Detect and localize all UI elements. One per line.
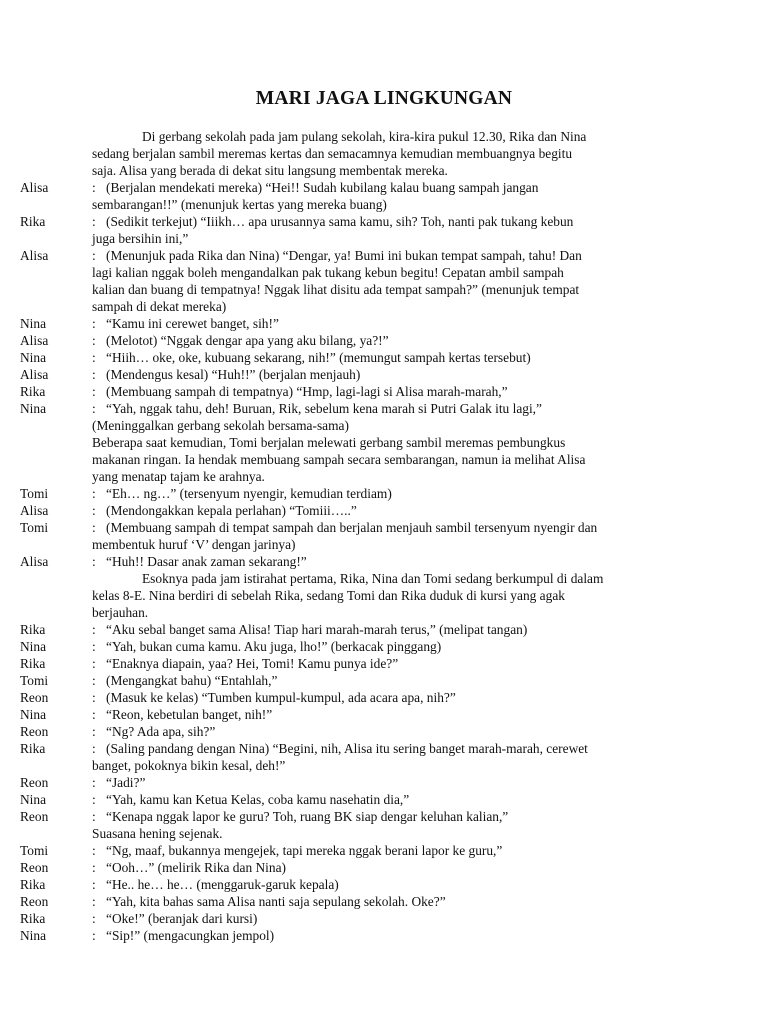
speaker-name: Rika — [20, 911, 46, 926]
speaker-name — [20, 536, 92, 553]
speaker-name: Nina — [20, 707, 47, 722]
dialogue-line — [20, 706, 680, 723]
speaker-name: Nina — [20, 350, 47, 365]
dialogue-line — [20, 553, 680, 570]
line-text: sembarangan!!” (menunjuk kertas yang mereka buang) — [92, 197, 387, 212]
line-text: “Hiih… oke, oke, kubuang sekarang, nih!” (memungut sampah kertas tersebut) — [106, 350, 531, 365]
colon-separator: : — [92, 639, 96, 654]
dialogue-line — [20, 366, 680, 383]
speaker-name: Tomi — [20, 673, 49, 688]
colon-separator: : — [92, 877, 96, 892]
speaker-name — [20, 145, 92, 162]
speaker-name: Rika — [20, 384, 46, 399]
line-text: “Yah, nggak tahu, deh! Buruan, Rik, sebelum kena marah si Putri Galak itu lagi,” — [106, 401, 542, 416]
narration-line — [20, 128, 680, 145]
line-text: (Masuk ke kelas) “Tumben kumpul-kumpul, ada acara apa, nih?” — [106, 690, 456, 705]
dialogue-line — [20, 774, 680, 791]
line-text: “Jadi?” — [106, 775, 146, 790]
line-text: “Huh!! Dasar anak zaman sekarang!” — [106, 554, 307, 569]
line-text: (Mengangkat bahu) “Entahlah,” — [106, 673, 278, 688]
line-text: Esoknya pada jam istirahat pertama, Rika, Nina dan Tomi sedang berkumpul di dalam — [142, 571, 604, 586]
dialogue-line — [20, 247, 680, 264]
colon-separator: : — [92, 316, 96, 331]
line-text: “Ng? Ada apa, sih?” — [106, 724, 216, 739]
line-text: kelas 8-E. Nina berdiri di sebelah Rika, sedang Tomi dan Rika duduk di kursi yang agak — [92, 588, 565, 603]
speaker-name: Rika — [20, 622, 46, 637]
line-text: banget, pokoknya bikin kesal, deh!” — [92, 758, 286, 773]
narration-line — [20, 468, 680, 485]
dialogue-line — [20, 621, 680, 638]
speaker-name: Reon — [20, 690, 49, 705]
speaker-name: Nina — [20, 792, 47, 807]
speaker-name — [20, 757, 92, 774]
speaker-name: Rika — [20, 741, 46, 756]
dialogue-line — [20, 315, 680, 332]
line-text: Di gerbang sekolah pada jam pulang sekolah, kira-kira pukul 12.30, Rika dan Nina — [142, 129, 587, 144]
line-text: (Berjalan mendekati mereka) “Hei!! Sudah kubilang kalau buang sampah jangan — [106, 180, 539, 195]
colon-separator: : — [92, 775, 96, 790]
colon-separator: : — [92, 486, 96, 501]
line-text: “Yah, kamu kan Ketua Kelas, coba kamu nasehatin dia,” — [106, 792, 410, 807]
speaker-name — [20, 298, 92, 315]
speaker-name: Tomi — [20, 843, 49, 858]
speaker-name — [20, 128, 92, 145]
line-text: saja. Alisa yang berada di dekat situ langsung membentak mereka. — [92, 163, 448, 178]
speaker-name — [20, 604, 92, 621]
line-text: berjauhan. — [92, 605, 149, 620]
speaker-name — [20, 825, 92, 842]
colon-separator: : — [92, 707, 96, 722]
speaker-name — [20, 587, 92, 604]
speaker-name — [20, 230, 92, 247]
speaker-name: Alisa — [20, 503, 49, 518]
line-text: (Membuang sampah di tempat sampah dan berjalan menjauh sambil tersenyum nyengir dan — [106, 520, 598, 535]
colon-separator: : — [92, 860, 96, 875]
dialogue-line — [20, 689, 680, 706]
dialogue-line — [20, 400, 680, 417]
colon-separator: : — [92, 622, 96, 637]
speaker-name — [20, 162, 92, 179]
speaker-name — [20, 570, 92, 587]
line-text: makanan ringan. Ia hendak membuang sampah secara sembarangan, namun ia melihat Alisa — [92, 452, 586, 467]
line-text: (Meninggalkan gerbang sekolah bersama-sama) — [92, 418, 349, 433]
colon-separator: : — [92, 656, 96, 671]
speaker-name: Reon — [20, 775, 49, 790]
colon-separator: : — [92, 180, 96, 195]
colon-separator: : — [92, 384, 96, 399]
colon-separator: : — [92, 741, 96, 756]
colon-separator: : — [92, 520, 96, 535]
speaker-name — [20, 264, 92, 281]
line-text: yang menatap tajam ke arahnya. — [92, 469, 265, 484]
narration-line — [20, 587, 680, 604]
speaker-name: Alisa — [20, 554, 49, 569]
line-text: (Mendengus kesal) “Huh!!” (berjalan menjauh) — [106, 367, 361, 382]
speaker-name — [20, 196, 92, 213]
dialogue-line — [20, 502, 680, 519]
narration-line — [20, 196, 680, 213]
speaker-name — [20, 451, 92, 468]
dialogue-line — [20, 927, 680, 944]
line-text: “Reon, kebetulan banget, nih!” — [106, 707, 273, 722]
narration-line — [20, 757, 680, 774]
colon-separator: : — [92, 350, 96, 365]
line-text: lagi kalian nggak boleh mengandalkan pak tukang kebun begitu! Cepatan ambil sampah — [92, 265, 564, 280]
speaker-name: Reon — [20, 894, 49, 909]
speaker-name: Alisa — [20, 248, 49, 263]
speaker-name: Reon — [20, 860, 49, 875]
colon-separator: : — [92, 503, 96, 518]
narration-line — [20, 604, 680, 621]
dialogue-line — [20, 808, 680, 825]
line-text: membentuk huruf ‘V’ dengan jarinya) — [92, 537, 296, 552]
narration-line — [20, 451, 680, 468]
dialogue-line — [20, 723, 680, 740]
line-text: (Menunjuk pada Rika dan Nina) “Dengar, ya! Bumi ini bukan tempat sampah, tahu! Dan — [106, 248, 582, 263]
line-text: Beberapa saat kemudian, Tomi berjalan melewati gerbang sambil meremas pembungkus — [92, 435, 566, 450]
line-text: “Oke!” (beranjak dari kursi) — [106, 911, 258, 926]
colon-separator: : — [92, 809, 96, 824]
line-text: (Melotot) “Nggak dengar apa yang aku bilang, ya?!” — [106, 333, 389, 348]
speaker-name: Nina — [20, 401, 47, 416]
speaker-name: Alisa — [20, 333, 49, 348]
dialogue-line — [20, 213, 680, 230]
narration-line — [20, 434, 680, 451]
dialogue-line — [20, 332, 680, 349]
speaker-name — [20, 434, 92, 451]
narration-line — [20, 417, 680, 434]
narration-line — [20, 230, 680, 247]
dialogue-line — [20, 842, 680, 859]
line-text: “Sip!” (mengacungkan jempol) — [106, 928, 275, 943]
dialogue-line — [20, 672, 680, 689]
dialogue-line — [20, 910, 680, 927]
colon-separator: : — [92, 554, 96, 569]
colon-separator: : — [92, 214, 96, 229]
line-text: juga bersihin ini,” — [92, 231, 189, 246]
speaker-name: Nina — [20, 316, 47, 331]
narration-line — [20, 162, 680, 179]
speaker-name: Nina — [20, 639, 47, 654]
speaker-name: Nina — [20, 928, 47, 943]
line-text: “Yah, kita bahas sama Alisa nanti saja sepulang sekolah. Oke?” — [106, 894, 446, 909]
colon-separator: : — [92, 911, 96, 926]
line-text: “He.. he… he… (menggaruk-garuk kepala) — [106, 877, 339, 892]
dialogue-line — [20, 859, 680, 876]
colon-separator: : — [92, 248, 96, 263]
dialogue-line — [20, 179, 680, 196]
speaker-name: Reon — [20, 809, 49, 824]
line-text: kalian dan buang di tempatnya! Nggak lihat disitu ada tempat sampah?” (menunjuk tempat — [92, 282, 580, 297]
dialogue-line — [20, 383, 680, 400]
dialogue-line — [20, 485, 680, 502]
line-text: (Membuang sampah di tempatnya) “Hmp, lagi-lagi si Alisa marah-marah,” — [106, 384, 508, 399]
dialogue-line — [20, 349, 680, 366]
colon-separator: : — [92, 367, 96, 382]
narration-line — [20, 570, 680, 587]
narration-line — [20, 145, 680, 162]
speaker-name: Rika — [20, 656, 46, 671]
colon-separator: : — [92, 894, 96, 909]
speaker-name: Alisa — [20, 367, 49, 382]
speaker-name: Alisa — [20, 180, 49, 195]
colon-separator: : — [92, 724, 96, 739]
script-body — [20, 128, 680, 944]
colon-separator: : — [92, 401, 96, 416]
line-text: (Saling pandang dengan Nina) “Begini, nih, Alisa itu sering banget marah-marah, cerewet — [106, 741, 588, 756]
line-text: “Ooh…” (melirik Rika dan Nina) — [106, 860, 286, 875]
line-text: “Kamu ini cerewet banget, sih!” — [106, 316, 279, 331]
narration-line — [20, 298, 680, 315]
colon-separator: : — [92, 690, 96, 705]
colon-separator: : — [92, 843, 96, 858]
dialogue-line — [20, 791, 680, 808]
dialogue-line — [20, 655, 680, 672]
line-text: “Eh… ng…” (tersenyum nyengir, kemudian terdiam) — [106, 486, 392, 501]
line-text: sedang berjalan sambil meremas kertas dan semacamnya kemudian membuangnya begitu — [92, 146, 573, 161]
speaker-name: Tomi — [20, 486, 49, 501]
colon-separator: : — [92, 792, 96, 807]
dialogue-line — [20, 519, 680, 536]
colon-separator: : — [92, 928, 96, 943]
line-text: Suasana hening sejenak. — [92, 826, 223, 841]
line-text: “Yah, bukan cuma kamu. Aku juga, lho!” (berkacak pinggang) — [106, 639, 442, 654]
colon-separator: : — [92, 673, 96, 688]
speaker-name: Tomi — [20, 520, 49, 535]
dialogue-line — [20, 740, 680, 757]
narration-line — [20, 825, 680, 842]
document-title: MARI JAGA LINGKUNGAN — [255, 88, 513, 109]
dialogue-line — [20, 893, 680, 910]
line-text: (Mendongakkan kepala perlahan) “Tomiii…..” — [106, 503, 357, 518]
narration-line — [20, 536, 680, 553]
speaker-name: Rika — [20, 214, 46, 229]
colon-separator: : — [92, 333, 96, 348]
narration-line — [20, 281, 680, 298]
line-text: “Kenapa nggak lapor ke guru? Toh, ruang BK siap dengar keluhan kalian,” — [106, 809, 509, 824]
line-text: (Sedikit terkejut) “Iiikh… apa urusannya sama kamu, sih? Toh, nanti pak tukang kebun — [106, 214, 574, 229]
dialogue-line — [20, 638, 680, 655]
line-text: “Aku sebal banget sama Alisa! Tiap hari marah-marah terus,” (melipat tangan) — [106, 622, 528, 637]
speaker-name — [20, 281, 92, 298]
speaker-name: Reon — [20, 724, 49, 739]
line-text: sampah di dekat mereka) — [92, 299, 227, 314]
speaker-name — [20, 417, 92, 434]
speaker-name: Rika — [20, 877, 46, 892]
dialogue-line — [20, 876, 680, 893]
line-text: “Enaknya diapain, yaa? Hei, Tomi! Kamu punya ide?” — [106, 656, 399, 671]
line-text: “Ng, maaf, bukannya mengejek, tapi mereka nggak berani lapor ke guru,” — [106, 843, 503, 858]
narration-line — [20, 264, 680, 281]
speaker-name — [20, 468, 92, 485]
